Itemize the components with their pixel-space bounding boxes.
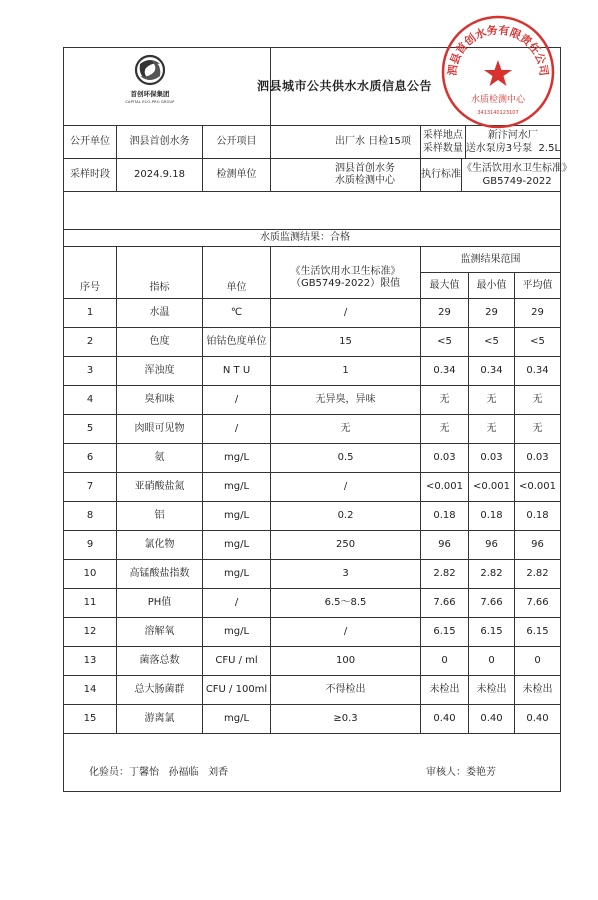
avg-value: 29 — [515, 299, 561, 328]
limit-value: 100 — [271, 647, 421, 676]
min-value: <5 — [469, 328, 515, 357]
logo-cell — [64, 48, 271, 126]
max-value: 29 — [421, 299, 469, 328]
reviewer-label: 审核人： — [426, 767, 466, 778]
col-avg: 平均值 — [515, 273, 561, 299]
avg-value: 0.40 — [515, 705, 561, 734]
avg-value: 96 — [515, 531, 561, 560]
site-value-2 — [466, 142, 560, 155]
info-row-2 — [64, 159, 561, 192]
avg-value: 0.03 — [515, 444, 561, 473]
reviewer-line — [426, 763, 496, 778]
limit-value: 0.5 — [271, 444, 421, 473]
indicator-name: 亚硝酸盐氮 — [117, 473, 203, 502]
limit-value: 无 — [271, 415, 421, 444]
std-cell — [421, 159, 573, 192]
indicator-name: 氯化物 — [117, 531, 203, 560]
logo-english-name: CAPITAL ECO-PRO GROUP — [125, 100, 175, 104]
min-value: 0 — [469, 647, 515, 676]
limit-value: 15 — [271, 328, 421, 357]
row-number: 11 — [64, 589, 117, 618]
unit: CFU / ml — [203, 647, 271, 676]
min-value: 2.82 — [469, 560, 515, 589]
col-limit-1: 《生活饮用水卫生标准》 — [290, 265, 401, 277]
indicator-name: 臭和味 — [117, 386, 203, 415]
table-row — [64, 502, 561, 531]
min-value: 29 — [469, 299, 515, 328]
unit: CFU / 100ml — [203, 676, 271, 705]
company-logo — [110, 54, 190, 102]
limit-value: / — [271, 473, 421, 502]
page-title: 泗县城市公共供水水质信息公告 — [257, 78, 433, 93]
min-value: 未检出 — [469, 676, 515, 705]
col-index: 指标 — [117, 247, 203, 299]
std-value-1: 《生活饮用水卫生标准》 — [462, 163, 573, 174]
limit-value: 3 — [271, 560, 421, 589]
max-value: 0.18 — [421, 502, 469, 531]
avg-value: 0.34 — [515, 357, 561, 386]
table-row — [64, 531, 561, 560]
min-value: 无 — [469, 415, 515, 444]
indicator-name: 铝 — [117, 502, 203, 531]
row-number: 8 — [64, 502, 117, 531]
std-value-2: GB5749-2022 — [482, 176, 552, 187]
unit: mg/L — [203, 618, 271, 647]
row-number: 7 — [64, 473, 117, 502]
std-label: 执行标准 — [421, 169, 462, 180]
limit-value: / — [271, 299, 421, 328]
seal-bottom-text: 水质检测中心 — [470, 95, 526, 105]
table-row — [64, 473, 561, 502]
avg-value: <0.001 — [515, 473, 561, 502]
min-value: 0.40 — [469, 705, 515, 734]
limit-value: 0.2 — [271, 502, 421, 531]
unit: mg/L — [203, 473, 271, 502]
unit: mg/L — [203, 502, 271, 531]
max-value: 96 — [421, 531, 469, 560]
unit: ℃ — [203, 299, 271, 328]
result-label: 水质监测结果：合格 — [260, 232, 350, 243]
table-row — [64, 415, 561, 444]
min-value: 0.18 — [469, 502, 515, 531]
inspector-line — [89, 763, 228, 778]
avg-value: 无 — [515, 415, 561, 444]
water-quality-table — [63, 47, 573, 792]
dept-value-1: 泗县首创水务 — [335, 163, 396, 174]
column-header-row-1 — [64, 247, 561, 273]
unit: / — [203, 589, 271, 618]
row-number: 13 — [64, 647, 117, 676]
time-label: 采样时段 — [64, 159, 117, 192]
col-unit: 单位 — [203, 247, 271, 299]
reviewer-name: 娄艳芳 — [466, 767, 496, 778]
data-rows — [64, 299, 561, 734]
table-row — [64, 705, 561, 734]
item-value-text: 出厂水 日检15项 — [335, 136, 411, 147]
col-min: 最小值 — [469, 273, 515, 299]
indicator-name: 肉眼可见物 — [117, 415, 203, 444]
row-number: 1 — [64, 299, 117, 328]
swirl-logo-icon — [110, 54, 190, 88]
row-number: 3 — [64, 357, 117, 386]
unit: mg/L — [203, 705, 271, 734]
indicator-name: PH值 — [117, 589, 203, 618]
table-row — [64, 676, 561, 705]
col-no: 序号 — [64, 247, 117, 299]
max-value: 0.40 — [421, 705, 469, 734]
min-value: 7.66 — [469, 589, 515, 618]
col-max: 最大值 — [421, 273, 469, 299]
site-value-2-text: 送水泵房3号泵 — [465, 143, 533, 154]
avg-value: 2.82 — [515, 560, 561, 589]
limit-value: 6.5～8.5 — [271, 589, 421, 618]
max-value: 无 — [421, 415, 469, 444]
result-cell — [64, 230, 561, 247]
dept-value-2: 水质检测中心 — [335, 175, 396, 186]
indicator-name: 游离氯 — [117, 705, 203, 734]
indicator-name: 溶解氧 — [117, 618, 203, 647]
avg-value: 6.15 — [515, 618, 561, 647]
unit: mg/L — [203, 444, 271, 473]
table-row — [64, 299, 561, 328]
limit-value: 250 — [271, 531, 421, 560]
max-value: 未检出 — [421, 676, 469, 705]
min-value: 0.34 — [469, 357, 515, 386]
col-limit — [271, 247, 421, 299]
result-row — [64, 230, 561, 247]
indicator-name: 菌落总数 — [117, 647, 203, 676]
min-value: <0.001 — [469, 473, 515, 502]
avg-value: 未检出 — [515, 676, 561, 705]
col-limit-2: （GB5749-2022）限值 — [290, 277, 401, 289]
table-row — [64, 357, 561, 386]
min-value: 0.03 — [469, 444, 515, 473]
inspector-names: 丁馨怡 孙福临 刘香 — [129, 767, 229, 778]
avg-value: 0.18 — [515, 502, 561, 531]
blank-cell — [64, 192, 561, 230]
avg-value: <5 — [515, 328, 561, 357]
avg-value: 0 — [515, 647, 561, 676]
indicator-name: 水温 — [117, 299, 203, 328]
row-number: 10 — [64, 560, 117, 589]
official-seal-icon — [438, 12, 558, 132]
unit: 铂钴色度单位 — [203, 328, 271, 357]
indicator-name: 色度 — [117, 328, 203, 357]
time-value: 2024.9.18 — [117, 159, 203, 192]
limit-value: 无异臭，异味 — [271, 386, 421, 415]
avg-value: 无 — [515, 386, 561, 415]
row-number: 14 — [64, 676, 117, 705]
min-value: 6.15 — [469, 618, 515, 647]
item-value — [271, 126, 421, 159]
site-value: 新汴河水厂 — [487, 130, 538, 141]
max-value: 无 — [421, 386, 469, 415]
max-value: <5 — [421, 328, 469, 357]
unit: / — [203, 415, 271, 444]
max-value: 7.66 — [421, 589, 469, 618]
min-value: 96 — [469, 531, 515, 560]
table-row — [64, 589, 561, 618]
indicator-name: 高锰酸盐指数 — [117, 560, 203, 589]
row-number: 9 — [64, 531, 117, 560]
count-value: 2.5L — [538, 143, 561, 154]
limit-value: ≥0.3 — [271, 705, 421, 734]
row-number: 4 — [64, 386, 117, 415]
avg-value: 7.66 — [515, 589, 561, 618]
seal-star-icon — [484, 60, 512, 86]
table-row — [64, 647, 561, 676]
indicator-name: 浑浊度 — [117, 357, 203, 386]
row-number: 5 — [64, 415, 117, 444]
site-label: 采样地点 — [422, 130, 463, 141]
indicator-name: 氨 — [117, 444, 203, 473]
table-row — [64, 444, 561, 473]
row-number: 6 — [64, 444, 117, 473]
dept-label: 检测单位 — [203, 159, 271, 192]
max-value: 0 — [421, 647, 469, 676]
item-label: 公开项目 — [203, 126, 271, 159]
row-number: 12 — [64, 618, 117, 647]
row-number: 15 — [64, 705, 117, 734]
min-value: 无 — [469, 386, 515, 415]
table-row — [64, 386, 561, 415]
seal-arc-text: 泗县首创水务有限责任公司 — [445, 23, 551, 77]
unit-value: 泗县首创水务 — [117, 126, 203, 159]
table-row — [64, 618, 561, 647]
max-value: 2.82 — [421, 560, 469, 589]
dept-value — [271, 159, 421, 192]
max-value: 0.03 — [421, 444, 469, 473]
unit: mg/L — [203, 560, 271, 589]
row-number: 2 — [64, 328, 117, 357]
max-value: 6.15 — [421, 618, 469, 647]
seal-number-text: 3413140123107 — [477, 110, 519, 116]
unit: / — [203, 386, 271, 415]
max-value: <0.001 — [421, 473, 469, 502]
col-range: 监测结果范围 — [421, 247, 561, 273]
unit: N T U — [203, 357, 271, 386]
limit-value: 1 — [271, 357, 421, 386]
limit-value: 不得检出 — [271, 676, 421, 705]
blank-row — [64, 192, 561, 230]
limit-value: / — [271, 618, 421, 647]
indicator-name: 总大肠菌群 — [117, 676, 203, 705]
count-label: 采样数量 — [422, 143, 463, 154]
table-row — [64, 560, 561, 589]
unit: mg/L — [203, 531, 271, 560]
logo-name: 首创环保集团 — [130, 90, 170, 98]
table-row — [64, 328, 561, 357]
unit-label: 公开单位 — [64, 126, 117, 159]
inspector-label: 化验员： — [89, 767, 129, 778]
max-value: 0.34 — [421, 357, 469, 386]
